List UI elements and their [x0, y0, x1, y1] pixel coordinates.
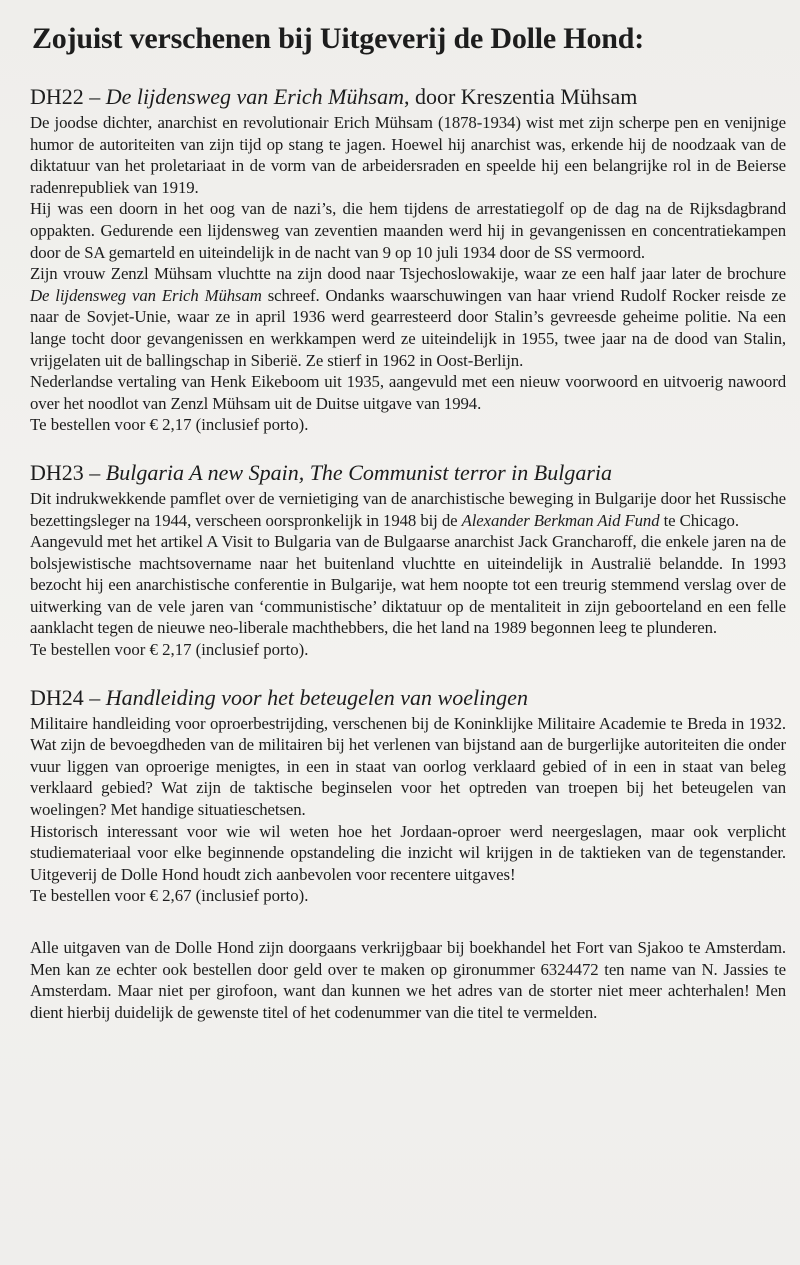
section-code: DH22: [30, 84, 84, 109]
paragraph-text: Historisch interessant voor wie wil weten hoe het Jordaan-oproer werd neergeslagen, maar ook verplicht studiemateriaal voor elke beginnende opstandeling die inzicht wil krijgen in de taktieken van de tegenstander. Uitgeverij de Dolle Hond houdt zich aanbevolen voor recentere uitgaves!: [30, 821, 786, 884]
paragraph-text: schreef. Ondanks waarschuwingen van haar vriend Rudolf Rocker reisde ze naar de Sovjet-Unie, waar ze in april 1936 werd gearresteerd door Stalin’s gevreesde geheime politie. Na een lange tocht door gevangenissen en werkkampen werd ze uiteindelijk in 1955, twee jaar na de dood van Stalin, vrijgelaten uit de ballingschap in Siberië. Ze stierf in 1962 in Oost-Berlijn.: [30, 285, 786, 370]
paragraph-text: Militaire handleiding voor oproerbestrijding, verschenen bij de Koninklijke Militaire Academie te Breda in 1932. Wat zijn de bevoegdheden van de militairen bij het verlenen van bijstand aan de burgerlijke autoriteiten die onder vuur liggen van oproerige menigtes, in een in staat van oorlog verklaard gebied of in een in staat van beleg verklaard gebied? Wat zijn de taktische beginselen voor het optreden van troepen bij het beteugelen van woelingen? Met handige situatieschetsen.: [30, 713, 786, 820]
section-heading: [30, 460, 786, 486]
section-heading: [30, 84, 786, 110]
section-author: , door Kreszentia Mühsam: [403, 84, 638, 109]
paragraph-text: De joodse dichter, anarchist en revolutionair Erich Mühsam (1878-1934) wist met zijn scherpe pen en venijnige humor de autoriteiten van zijn tijd op stang te jagen. Hoewel hij anarchist was, erkende hij de noodzaak van de diktatuur van het proletariaat in de vorm van de arbeidersraden en speelde hij een belangrijke rol in de Beierse radenrepubliek van 1919.: [30, 113, 786, 197]
heading-dash: –: [83, 684, 106, 710]
order-price-line: Te bestellen voor € 2,67 (inclusief porto).: [30, 886, 309, 906]
heading-dash: –: [83, 459, 106, 485]
paragraph: [30, 371, 786, 414]
paragraph-text: Aangevuld met het artikel A Visit to Bulgaria van de Bulgaarse anarchist Jack Grancharoff, die enkele jaren na de bolsjewistische machtsovername naar het buitenland vluchtte en uiteindelijk in Australië belandde. In 1993 bezocht hij een anarchistische conferentie in Bulgarije, wat hem noopte tot een treurig stemmend verslag over de uitwerking van de vele jaren van ‘communistische’ diktatuur op de mentaliteit in zijn geboorteland en een felle aanklacht tegen de nieuwe neo-liberale machthebbers, die het land na 1989 begonnen leeg te plunderen.: [30, 532, 786, 638]
paragraph: [30, 713, 786, 821]
closing-paragraph: Alle uitgaven van de Dolle Hond zijn doorgaans verkrijgbaar bij boekhandel het Fort van Sjakoo te Amsterdam. Men kan ze echter ook bestellen door geld over te maken op gironummer 6324472 ten name van N. Jassies te Amsterdam. Maar niet per girofoon, want dan kunnen we het adres van de storter niet meer achterhalen! Men dient hierbij duidelijk de gewenste titel of het codenummer van die titel te vermelden.: [30, 938, 786, 1022]
paragraph-text: Nederlandse vertaling van Henk Eikeboom uit 1935, aangevuld met een nieuw voorwoord en uitvoerig nawoord over het noodlot van Zenzl Mühsam uit de Duitse uitgave van 1994.: [30, 372, 786, 413]
paragraph: [30, 198, 786, 263]
section-dh23: [30, 460, 786, 661]
paragraph-text: te Chicago.: [659, 510, 739, 530]
section-title: Bulgaria A new Spain, The Communist terror in Bulgaria: [105, 459, 613, 485]
section-title: De lijdensweg van Erich Mühsam: [105, 84, 404, 109]
section-code: DH23: [30, 459, 84, 485]
paragraph-text: Dit indrukwekkende pamflet over de vernietiging van de anarchistische beweging in Bulgarije door het Russische bezettingsleger na 1944, verscheen oorspronkelijk in 1948 bij de: [30, 488, 786, 530]
paragraph: [30, 821, 786, 886]
section-dh24: [30, 685, 786, 907]
order-price-line: Te bestellen voor € 2,17 (inclusief porto).: [30, 640, 309, 660]
page-title: Zojuist verschenen bij Uitgeverij de Dolle Hond:: [32, 22, 645, 55]
paragraph-text: Hij was een doorn in het oog van de nazi’s, die hem tijdens de arrestatiegolf op de dag na de Rijksdagbrand oppakten. Gedurende een lijdensweg van zeventien maanden werd hij in gevangenissen en concentratiekampen door de SA gemarteld en uiteindelijk in de nacht van 9 op 10 juli 1934 door de SS vermoord.: [30, 199, 786, 262]
paragraph-text: Zijn vrouw Zenzl Mühsam vluchtte na zijn dood naar Tsjechoslowakije, waar ze een half jaar later de brochure: [30, 264, 786, 284]
heading-dash: –: [83, 84, 106, 109]
paragraph: [30, 488, 786, 531]
paragraph-italic-title: De lijdensweg van Erich Mühsam: [30, 285, 262, 305]
paragraph: [30, 112, 786, 198]
section-title: Handleiding voor het beteugelen van woelingen: [105, 684, 528, 710]
paragraph: [30, 263, 786, 371]
order-price-line: Te bestellen voor € 2,17 (inclusief porto).: [30, 415, 309, 435]
section-heading: [30, 685, 786, 711]
paragraph: [30, 531, 786, 639]
section-code: DH24: [30, 684, 84, 710]
paragraph-italic-title: Alexander Berkman Aid Fund: [461, 510, 660, 530]
section-dh22: [30, 84, 786, 436]
